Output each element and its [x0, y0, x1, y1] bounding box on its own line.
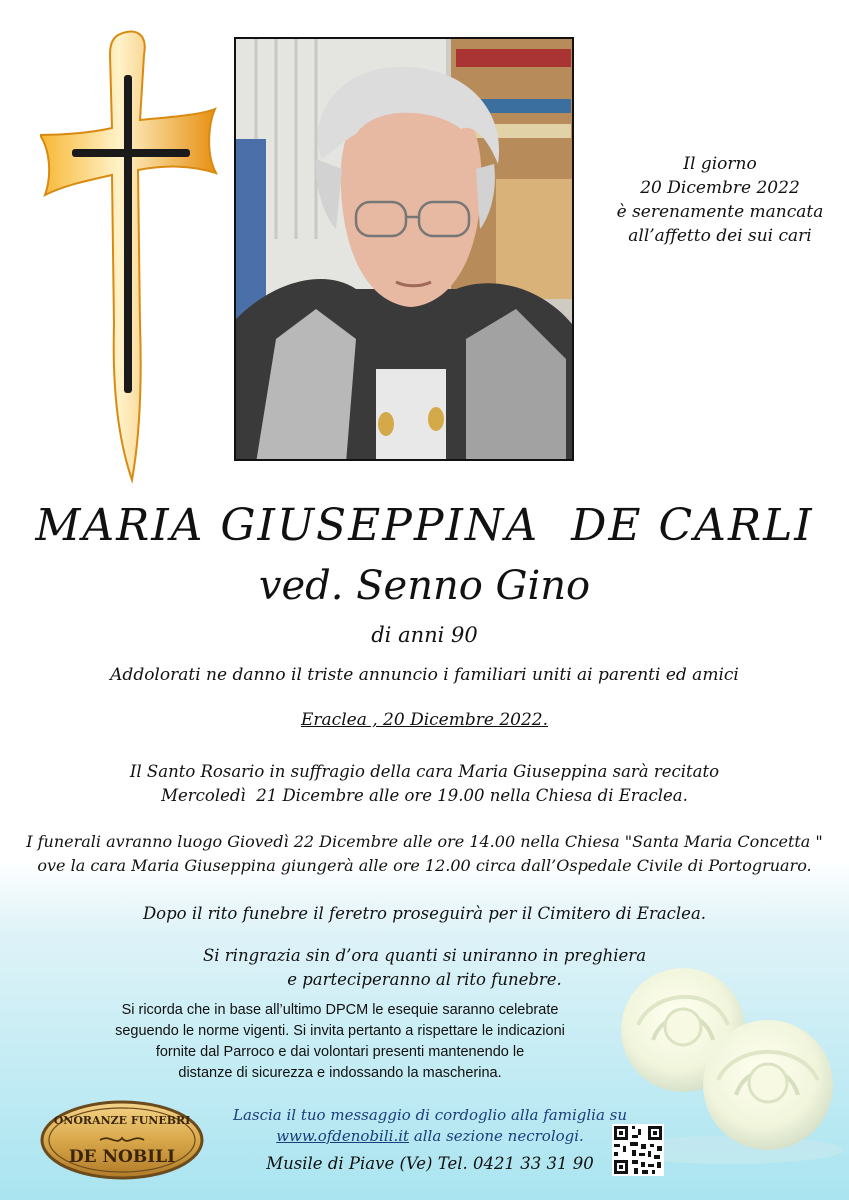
- death-note-line: è serenamente mancata: [616, 202, 824, 222]
- death-date-note: [600, 152, 840, 248]
- thanks-line: Si ringrazia sin d’ora quanti si uniranno in preghiera: [202, 946, 647, 965]
- rosary-line: Mercoledì 21 Dicembre alle ore 19.00 nella Chiesa di Eraclea.: [161, 786, 688, 805]
- deceased-age: di anni 90: [371, 623, 478, 647]
- place-date-text: Eraclea , 20 Dicembre 2022.: [301, 710, 548, 730]
- condolence-message: [215, 1105, 645, 1147]
- notice-line: fornite dal Parroco e dai volontari presenti mantenendo le: [155, 1044, 525, 1060]
- cross-icon: [40, 25, 220, 485]
- death-note-date: 20 Dicembre 2022: [640, 178, 800, 198]
- notice-line: distanze di sicurezza e indossando la mascherina.: [178, 1065, 502, 1081]
- notice-line: seguendo le norme vigenti. Si invita pertanto a rispettare le indicazioni: [115, 1023, 565, 1039]
- logo-bottom-text: DE NOBILI: [68, 1147, 176, 1167]
- death-note-line: Il giorno: [683, 154, 757, 174]
- deceased-name: MARIA GIUSEPPINA DE CARLI: [35, 500, 814, 551]
- funeral-line: I funerali avranno luogo Giovedì 22 Dicembre alle ore 14.00 nella Chiesa "Santa Maria Concetta ": [26, 832, 823, 851]
- covid-notice: [60, 1000, 620, 1084]
- thanks-line: e parteciperanno al rito funebre.: [287, 970, 562, 989]
- funeral-line: ove la cara Maria Giuseppina giungerà alle ore 12.00 circa dall’Ospedale Civile di Portogruaro.: [37, 856, 812, 875]
- burial-paragraph: Dopo il rito funebre il feretro proseguirà per il Cimitero di Eraclea.: [142, 904, 707, 923]
- contact-info: Musile di Piave (Ve) Tel. 0421 33 31 90: [266, 1154, 594, 1173]
- logo-top-text: ONORANZE FUNEBRI: [53, 1114, 191, 1127]
- condolence-line: Lascia il tuo messaggio di cordoglio alla famiglia su: [232, 1106, 628, 1124]
- deceased-photo: [234, 37, 574, 461]
- deceased-spouse: ved. Senno Gino: [258, 563, 591, 609]
- portrait-image: [236, 39, 574, 461]
- rosary-line: Il Santo Rosario in suffragio della cara Maria Giuseppina sarà recitato: [129, 762, 720, 781]
- qr-code-icon[interactable]: [612, 1124, 664, 1176]
- condolence-line2: [215, 1126, 645, 1147]
- place-date: [0, 710, 849, 730]
- death-note-line: all’affetto dei sui cari: [628, 226, 812, 246]
- funeral-home-logo: [40, 1100, 205, 1180]
- condolence-suffix: alla sezione necrologi.: [409, 1127, 584, 1145]
- announcement: Addolorati ne danno il triste annuncio i familiari uniti ai parenti ed amici: [110, 665, 739, 685]
- funeral-paragraph: [0, 830, 849, 878]
- rosary-paragraph: [0, 760, 849, 808]
- website-link[interactable]: www.ofdenobili.it: [276, 1127, 410, 1145]
- notice-line: Si ricorda che in base all’ultimo DPCM le esequie saranno celebrate: [121, 1002, 559, 1018]
